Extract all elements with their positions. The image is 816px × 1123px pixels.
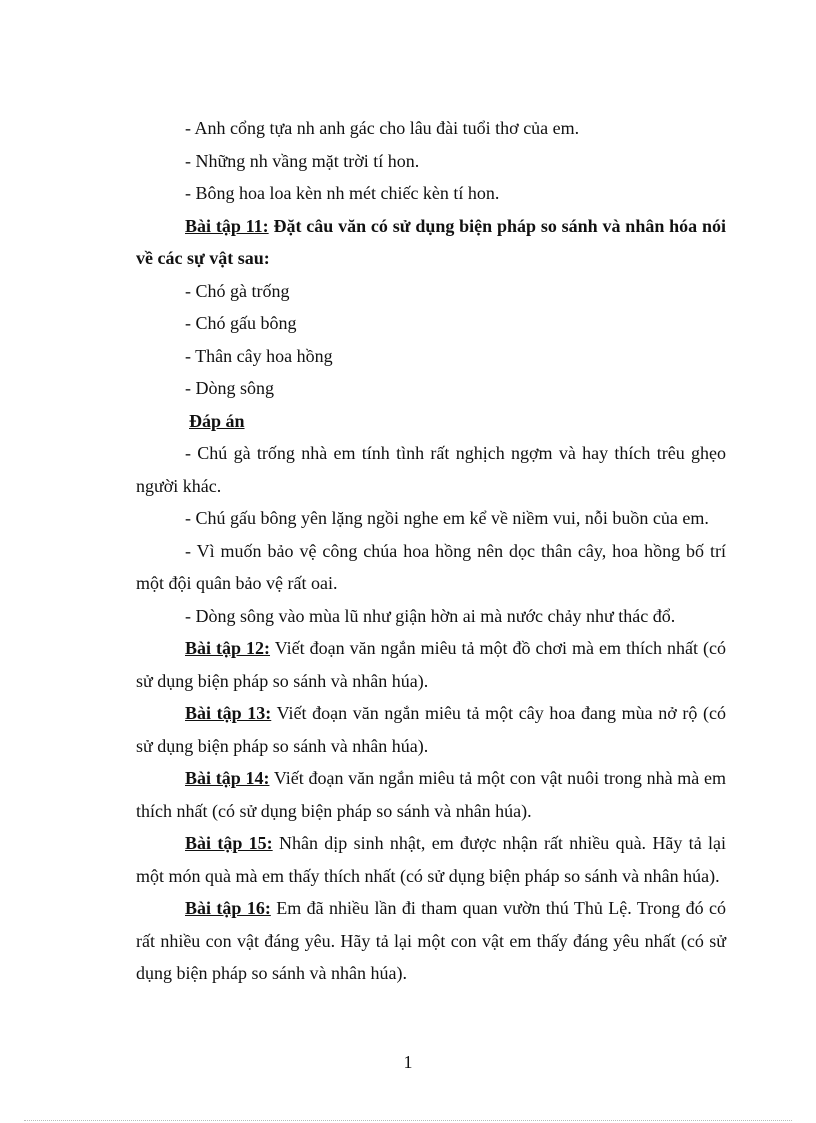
text-line: - Những nh vầng mặt trời tí hon. <box>185 150 420 171</box>
exercise-text: Viết đoạn văn ngắn miêu tả một cây hoa đang mùa nở rộ (có sử dụng biện pháp so sánh và nhân húa). <box>136 703 726 756</box>
exercise-label: Bài tập 13: <box>185 703 272 723</box>
exercise-15 <box>136 827 726 892</box>
list-item: - Chó gà trống <box>185 280 290 301</box>
exercise-11 <box>136 210 726 275</box>
exercise-text: Đặt câu văn có sử dụng biện pháp so sánh và nhân hóa nói về các sự vật sau: <box>136 215 726 268</box>
exercise-text: Viết đoạn văn ngắn miêu tả một con vật nuôi trong nhà mà em thích nhất (có sử dụng biện pháp so sánh và nhân húa). <box>136 768 726 821</box>
list-item: - Dòng sông <box>185 378 274 398</box>
exercise-12 <box>136 632 726 697</box>
exercise-text: Em đã nhiều lần đi tham quan vườn thú Thủ Lệ. Trong đó có rất nhiều con vật đáng yêu. Hãy tả lại một con vật em thấy đáng yêu nhất (có sử dụng biện pháp so sánh và nhân húa). <box>136 898 726 983</box>
footer-divider <box>24 1120 792 1121</box>
exercise-label: Bài tập 14: <box>185 768 270 788</box>
list-item: - Chó gấu bông <box>185 313 297 333</box>
list-item: - Thân cây hoa hồng <box>185 345 333 366</box>
answer-label: Đáp án <box>189 410 245 431</box>
exercise-14 <box>136 762 726 827</box>
answer-item: - Chú gấu bông yên lặng ngồi nghe em kể về niềm vui, nỗi buồn của em. <box>185 508 709 528</box>
document-body <box>136 112 726 990</box>
answer-item: - Dòng sông vào mùa lũ như giận hờn ai mà nước chảy như thác đổ. <box>185 605 676 626</box>
exercise-label: Bài tập 16: <box>185 898 271 918</box>
exercise-text: Nhân dịp sinh nhật, em được nhận rất nhiều quà. Hãy tả lại một món quà mà em thấy thích nhất (có sử dụng biện pháp so sánh và nhân húa). <box>136 833 726 886</box>
exercise-label: Bài tập 15: <box>185 833 273 853</box>
exercise-16 <box>136 892 726 990</box>
exercise-13 <box>136 697 726 762</box>
answer-item: - Chú gà trống nhà em tính tình rất nghịch ngợm và hay thích trêu ghẹo người khác. <box>136 443 726 496</box>
exercise-text: Viết đoạn văn ngắn miêu tả một đồ chơi mà em thích nhất (có sử dụng biện pháp so sánh và nhân húa). <box>136 638 726 691</box>
page-number: 1 <box>403 1052 413 1072</box>
answer-heading <box>136 405 726 438</box>
answer-item: - Vì muốn bảo vệ công chúa hoa hồng nên dọc thân cây, hoa hồng bố trí một đội quân bảo vệ rất oai. <box>136 540 726 593</box>
text-line: - Bông hoa loa kèn nh mét chiếc kèn tí hon. <box>185 183 500 203</box>
text-line: - Anh cổng tựa nh anh gác cho lâu đài tuổi thơ của em. <box>185 118 580 138</box>
exercise-label: Bài tập 11: <box>185 215 269 236</box>
exercise-label: Bài tập 12: <box>185 638 271 658</box>
